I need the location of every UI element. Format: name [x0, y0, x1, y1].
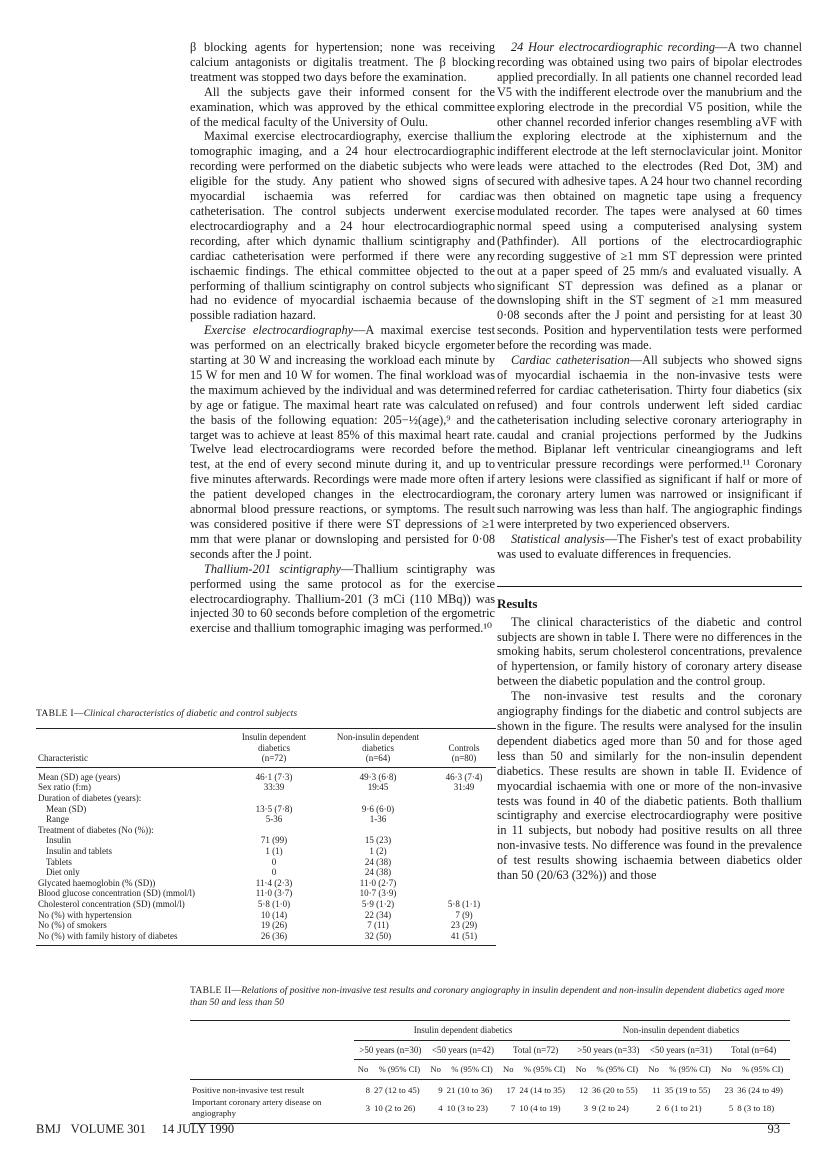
header-line: (n=80) [451, 753, 477, 764]
paragraph-text: —All subjects who showed signs of myocardial ischaemia in the non-invasive tests were referred for cardiac catheterisation. Thirty four diabetics (six refused) and four controls underwent left sided cardiac catheterisation including selective coronary arteriography in caudal and cranial projections performed by the Judkins method. Biplanar left ventricular cineangiograms and left ventricular pressure recordings were performed.¹¹ Coronary artery lesions were classified as significant if half or more of the coronary artery lumen was narrowed or insignificant if such narrowing was less than half. The angiographic findings were interpreted by two experienced observers. [497, 353, 802, 531]
cell-controls [432, 804, 496, 815]
table2-label: TABLE II— [190, 985, 242, 996]
row-label: Insulin [46, 835, 72, 846]
cell-percent: 24 (14 to 35) [519, 1084, 566, 1095]
page-number: 93 [767, 1122, 780, 1136]
col-header-percent: % (95% CI) [663, 1060, 718, 1080]
row-label: Important coronary artery disease on angiography [192, 1097, 322, 1118]
header-line: diabetics [258, 742, 290, 753]
group-header-insulin: Insulin dependent diabetics [354, 1021, 572, 1041]
col-header-noninsulin [324, 729, 432, 768]
cell-controls [432, 793, 496, 804]
row-label: No (%) with family history of diabetes [38, 930, 178, 941]
cell-controls [432, 835, 496, 846]
cell-count: 8 [365, 1084, 370, 1095]
table1-row [36, 910, 496, 921]
table2-empty-corner [190, 1040, 354, 1060]
cell-noninsulin: 32 (50) [364, 930, 392, 941]
col-header-no: No [499, 1060, 517, 1080]
header-line: Insulin dependent [241, 732, 307, 742]
cell-controls [432, 878, 496, 889]
paragraph: All the subjects gave their informed consent for the examination, which was approved by the ethical committee of the medical faculty of the University of Oulu. [190, 84, 495, 129]
row-label: Positive non-invasive test result [192, 1084, 305, 1095]
table1-row [36, 793, 496, 804]
table1-row [36, 888, 496, 899]
row-label: Glycated haemoglobin (% (SD)) [38, 877, 156, 888]
cell-noninsulin: 19:45 [367, 782, 389, 793]
table1 [36, 728, 496, 946]
cell-controls [432, 825, 496, 836]
cell-controls [432, 814, 496, 825]
col-header-no: No [717, 1060, 735, 1080]
cell-percent: 9 (2 to 24) [591, 1102, 629, 1113]
col-header-no: No [354, 1060, 372, 1080]
cell-controls [432, 857, 496, 868]
cell-percent: 6 (1 to 21) [664, 1102, 702, 1113]
table1-row [36, 835, 496, 846]
col-header-percent: % (95% CI) [517, 1060, 572, 1080]
subgroup-header: <50 years (n=31) [645, 1040, 718, 1060]
cell-percent: 27 (12 to 45) [374, 1084, 420, 1095]
cell-controls [432, 867, 496, 878]
cell-insulin: 10 (14) [260, 909, 288, 920]
cell-controls: 23 (29) [450, 920, 478, 931]
row-label: Tablets [46, 856, 72, 867]
table1-title: Clinical characteristics of diabetic and control subjects [83, 708, 298, 719]
subgroup-header: Total (n=64) [717, 1040, 790, 1060]
cell-insulin: 5·8 (1·0) [257, 898, 291, 909]
header-line: Controls [448, 742, 480, 753]
cell-insulin: 0 [271, 856, 277, 867]
cell-percent: 10 (4 to 19) [519, 1102, 561, 1113]
cell-controls: 5·8 (1·1) [447, 898, 481, 909]
cell-controls: 7 (9) [455, 909, 473, 920]
cell-percent: 10 (3 to 23) [446, 1102, 488, 1113]
table1-header-row [36, 729, 496, 768]
table2-title: Relations of positive non-invasive test results and coronary angiography in insulin dependent and non-insulin dependent diabetics aged more than 50 and less than 50 [190, 985, 785, 1008]
paragraph-text: —A maximal exercise test was performed on an electrically braked bicycle ergometer starting at 30 W and increasing the workload each minute by 15 W for men and 10 W for women. The final workload was the maximum achieved by the individual and was determined by age or fatigue. The maximal heart rate was calculated on the basis of the following equation: 205−½(age),⁹ and the target was to achieve at least 85% of this maximal heart rate. Twelve lead electrocardiograms were recorded before the test, at the end of every second minute during it, and up to five minutes afterwards. Recordings were made more often if the patient developed changes in the electrocardiogram, abnormal blood pressure reactions, or symptoms. The result was considered positive if there were ST depressions of ≥1 mm that were planar or downsloping and persisted for 0·08 seconds after the J point. [190, 323, 495, 561]
table2-body [190, 1079, 790, 1123]
cell-count: 3 [583, 1102, 588, 1113]
cell-count: 9 [438, 1084, 443, 1095]
col-header-percent: % (95% CI) [372, 1060, 427, 1080]
table2-column-header-row [190, 1060, 790, 1080]
journal-info [36, 1122, 234, 1137]
col-header-percent: % (95% CI) [735, 1060, 790, 1080]
left-text-column [190, 40, 495, 636]
cell-noninsulin: 15 (23) [364, 835, 392, 846]
cell-insulin: 19 (26) [260, 920, 288, 931]
col-header-percent: % (95% CI) [590, 1060, 645, 1080]
table2-row [190, 1096, 790, 1123]
cell-percent: 36 (20 to 55) [591, 1084, 638, 1095]
table1-row [36, 931, 496, 946]
row-label: Cholesterol concentration (SD) (mmol/l) [38, 898, 185, 909]
cell-count: 12 [579, 1084, 588, 1095]
subgroup-header: >50 years (n=33) [572, 1040, 645, 1060]
section-heading-results: Results [497, 586, 802, 612]
table2-empty-corner [190, 1060, 354, 1080]
row-label: No (%) with hypertension [38, 909, 132, 920]
cell-controls [432, 888, 496, 899]
cell-noninsulin: 11·0 (2·7) [359, 877, 397, 888]
header-line: (n=72) [261, 753, 287, 764]
cell-count: 2 [656, 1102, 661, 1113]
paragraph-thallium [190, 562, 495, 637]
cell-noninsulin: 9·6 (6·0) [361, 803, 395, 814]
row-label: Sex ratio (f:m) [38, 782, 91, 793]
cell-insulin: 13·5 (7·8) [255, 803, 293, 814]
journal-date: 14 JULY 1990 [161, 1122, 235, 1136]
table1-caption [36, 708, 496, 720]
journal-name: BMJ [36, 1122, 62, 1136]
table1-row [36, 846, 496, 857]
cell-noninsulin: 24 (38) [364, 856, 392, 867]
journal-volume: VOLUME 301 [70, 1122, 146, 1136]
table2-empty-corner [190, 1021, 354, 1041]
paragraph-stat [497, 532, 802, 562]
paragraph-text: —Thallium scintigraphy was performed using the same protocol as for the exercise electrocardiography. Thallium-201 (3 mCi (110 MBq)) was injected 30 to 60 seconds before completion of the ergometric exercise and thallium tomographic imaging was performed.¹⁰ [190, 561, 495, 636]
cell-count: 5 [728, 1102, 734, 1113]
row-label: No (%) of smokers [38, 920, 107, 931]
cell-noninsulin: 5·9 (1·2) [361, 898, 395, 909]
cell-insulin: 0 [271, 867, 277, 878]
col-header-no: No [572, 1060, 590, 1080]
cell-insulin [224, 825, 324, 836]
subheading-stat: Statistical analysis [511, 531, 605, 546]
cell-noninsulin: 49·3 (6·8) [359, 771, 397, 782]
cell-noninsulin: 22 (34) [364, 909, 392, 920]
cell-controls: 46·3 (7·4) [445, 771, 483, 782]
cell-insulin: 5-36 [265, 814, 283, 825]
table2-row [190, 1079, 790, 1096]
table2 [190, 1020, 790, 1124]
row-label: Range [46, 814, 69, 825]
cell-controls: 31:49 [453, 782, 475, 793]
paragraph: The non-invasive test results and the coronary angiography findings for the diabetic and control subjects are shown in the figure. The results were analysed for the insulin dependent diabetics aged more than 50 and for those aged less than 50 and similarly for the non-insulin dependent diabetics. These results are shown in table II. Evidence of myocardial ischaemia with one or more of the non-invasive tests was found in 40 of the diabetic patients. Both thallium scintigraphy and exercise electrocardiography were positive in 11 subjects, but nobody had positive results on all three non-invasive tests. No difference was found in the prevalence of test results showing ischaemia between diabetics older than 50 (20/63 (32%)) and those [497, 689, 802, 883]
cell-insulin: 71 (99) [260, 835, 288, 846]
paragraph-exercise [190, 323, 495, 562]
row-label: Insulin and tablets [46, 845, 112, 856]
cell-noninsulin: 24 (38) [364, 867, 392, 878]
header-line: Non-insulin dependent [336, 732, 420, 742]
cell-count: 23 [724, 1084, 734, 1095]
cell-percent: 21 (10 to 36) [446, 1084, 493, 1095]
cell-insulin [224, 793, 324, 804]
cell-noninsulin: 10·7 (3·9) [359, 888, 397, 899]
table1-body [36, 767, 496, 946]
paragraph-ecg [497, 40, 802, 353]
subheading-thallium: Thallium-201 scintigraphy [204, 561, 341, 576]
table1-row [36, 867, 496, 878]
table1-row [36, 878, 496, 889]
paragraph: Maximal exercise electrocardiography, exercise thallium tomographic imaging, and a 24 hour electrocardiographic recording were performed on the diabetic subjects who were eligible for the study. Any patient who showed signs of myocardial ischaemia was referred for cardiac catheterisation. The control subjects underwent exercise electrocardiography and a 24 hour electrocardiographic recording, after which dynamic thallium scintigraphy and cardiac catheterisation were performed if there were any ischaemic findings. The ethical committee objected to the performing of thallium scintigraphy on control subjects who had no evidence of myocardial ischaemia because of the possible radiation hazard. [190, 129, 495, 323]
table1-row [36, 767, 496, 782]
cell-count: 11 [652, 1084, 661, 1095]
paragraph-text: —The Fisher's test of exact probability was used to evaluate differences in frequencies. [497, 531, 802, 561]
cell-noninsulin: 1 (2) [369, 845, 387, 856]
cell-noninsulin: 1-36 [369, 814, 387, 825]
cell-insulin: 11·0 (3·7) [255, 888, 293, 899]
row-label: Mean (SD) [46, 803, 87, 814]
subheading-cath: Cardiac catheterisation [511, 353, 630, 368]
row-label: Treatment of diabetes (No (%)): [38, 824, 154, 835]
paragraph: The clinical characteristics of the diabetic and control subjects are shown in table I. There were no differences in the smoking habits, serum cholesterol concentrations, prevalence of hypertension, or family history of coronary artery disease between the diabetic population and the control group. [497, 614, 802, 689]
header-line: (n=64) [365, 753, 391, 764]
cell-insulin: 33:39 [263, 782, 285, 793]
row-label: Diet only [46, 867, 80, 878]
cell-noninsulin: 7 (11) [367, 920, 389, 931]
cell-percent: 10 (2 to 26) [374, 1102, 416, 1113]
paragraph-text: —A two channel recording was obtained using two pairs of bipolar electrodes applied precordially. In all patients one channel recorded lead V5 with the indifferent electrode over the manubrium and the exploring electrode in the precordial V5 position, while the other channel recorded inferior changes resembling aVF with the exploring electrode at the xiphisternum and the indifferent electrode at the left sternoclavicular joint. Monitor leads were attached to the electrodes (Red Dot, 3M) and secured with adhesive tapes. A 24 hour two channel recording was then obtained on magnetic tape using a frequency modulated recorder. The tapes were analysed at 60 times normal speed using a computerised analysing system (Pathfinder). All portions of the electrocardiographic recording suggestive of ≥1 mm ST depression were printed out at a paper speed of 25 mm/s and evaluated visually. A significant ST depression was defined as a planar or downsloping shift in the ST segment of ≥1 mm measured 0·08 seconds after the J point and persisting for at least 30 seconds. Position and hyperventilation tests were performed before the recording was made. [497, 40, 802, 353]
cell-noninsulin [324, 825, 432, 836]
subheading-ecg: 24 Hour electrocardiographic recording [511, 40, 716, 54]
table2-subgroup-row [190, 1040, 790, 1060]
table2-group-row [190, 1021, 790, 1041]
table1-row [36, 857, 496, 868]
cell-count: 17 [506, 1084, 516, 1095]
cell-noninsulin [324, 793, 432, 804]
cell-controls [432, 846, 496, 857]
col-header-percent: % (95% CI) [445, 1060, 500, 1080]
cell-percent: 36 (24 to 49) [737, 1084, 783, 1095]
cell-controls: 41 (51) [450, 930, 478, 941]
subgroup-header: >50 years (n=30) [354, 1040, 427, 1060]
cell-insulin: 1 (1) [265, 845, 283, 856]
row-label: Mean (SD) age (years) [38, 771, 121, 782]
table1-label: TABLE I— [36, 708, 84, 719]
col-header-characteristic: Characteristic [36, 729, 224, 768]
cell-insulin: 46·1 (7·3) [255, 771, 293, 782]
table1-row [36, 920, 496, 931]
paragraph: β blocking agents for hypertension; none was receiving calcium antagonists or digitalis treatment. The β blocking treatment was stopped two days before the examination. [190, 40, 495, 84]
right-text-column [497, 40, 802, 883]
table1-row [36, 825, 496, 836]
cell-count: 7 [510, 1102, 516, 1113]
cell-insulin: 11·4 (2·3) [255, 877, 293, 888]
col-header-controls [432, 729, 496, 768]
paragraph-cath [497, 353, 802, 532]
cell-insulin: 26 (36) [260, 930, 288, 941]
table2-caption [190, 985, 790, 1009]
table1-row [36, 899, 496, 910]
group-header-noninsulin: Non-insulin dependent diabetics [572, 1021, 790, 1041]
header-line: diabetics [362, 742, 394, 753]
col-header-no: No [427, 1060, 445, 1080]
subgroup-header: <50 years (n=42) [427, 1040, 500, 1060]
subgroup-header: Total (n=72) [499, 1040, 572, 1060]
col-header-insulin [224, 729, 324, 768]
row-label: Blood glucose concentration (SD) (mmol/l) [38, 888, 195, 899]
table1-row [36, 782, 496, 793]
table1-row [36, 804, 496, 815]
cell-count: 3 [365, 1102, 370, 1113]
cell-percent: 8 (3 to 18) [737, 1102, 775, 1113]
row-label: Duration of diabetes (years): [38, 792, 142, 803]
col-header-no: No [645, 1060, 663, 1080]
subheading-exercise: Exercise electrocardiography [204, 323, 354, 338]
table1-row [36, 814, 496, 825]
cell-percent: 35 (19 to 55) [664, 1084, 711, 1095]
cell-count: 4 [438, 1102, 443, 1113]
